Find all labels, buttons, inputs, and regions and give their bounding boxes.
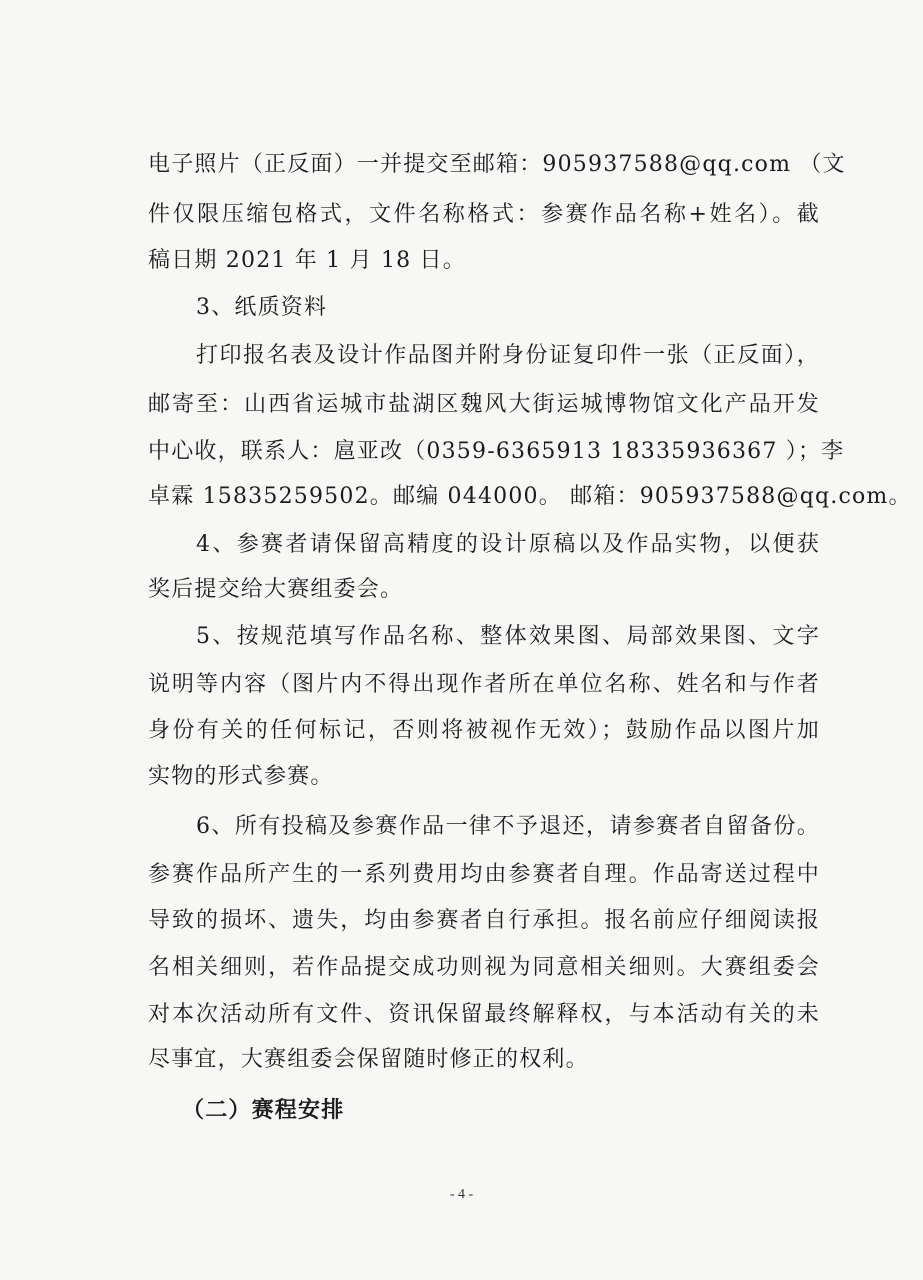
paragraph-line: 4、参赛者请保留高精度的设计原稿以及作品实物，以便获 xyxy=(196,532,820,557)
paragraph-line: 说明等内容（图片内不得出现作者所在单位名称、姓名和与作者 xyxy=(148,672,820,697)
paragraph-line: 电子照片（正反面）一并提交至邮箱：905937588@qq.com （文 xyxy=(148,152,846,177)
paragraph-line: 尽事宜，大赛组委会保留随时修正的权利。 xyxy=(148,1047,589,1072)
paragraph-line: 名相关细则，若作品提交成功则视为同意相关细则。大赛组委会 xyxy=(148,955,820,980)
paragraph-line: 件仅限压缩包格式，文件名称格式：参赛作品名称+姓名）。截 xyxy=(148,202,820,227)
paragraph-line: 卓霖 15835259502。邮编 044000。 邮箱：905937588@qq.com。 xyxy=(148,484,912,509)
paragraph-line: 参赛作品所产生的一系列费用均由参赛者自理。作品寄送过程中 xyxy=(148,862,820,887)
paragraph-line: 5、按规范填写作品名称、整体效果图、局部效果图、文字 xyxy=(196,624,820,649)
paragraph-line: 导致的损坏、遗失，均由参赛者自行承担。报名前应仔细阅读报 xyxy=(148,908,820,933)
paragraph-line: 身份有关的任何标记，否则将被视作无效）；鼓励作品以图片加 xyxy=(148,718,820,743)
paragraph-line: 实物的形式参赛。 xyxy=(148,764,334,789)
paragraph-line: 6、所有投稿及参赛作品一律不予退还，请参赛者自留备份。 xyxy=(196,814,820,839)
section-heading-paper-materials: 3、纸质资料 xyxy=(196,295,328,320)
page-number: - 4 - xyxy=(449,1187,474,1202)
section-heading-schedule: （二）赛程安排 xyxy=(182,1097,345,1123)
paragraph-line: 奖后提交给大赛组委会。 xyxy=(148,577,404,602)
paragraph-line: 中心收，联系人：扈亚改（0359-6365913 18335936367 ）；李 xyxy=(148,439,845,464)
paragraph-line: 对本次活动所有文件、资讯保留最终解释权，与本活动有关的未 xyxy=(148,1002,820,1027)
paragraph-line: 邮寄至：山西省运城市盐湖区魏风大街运城博物馆文化产品开发 xyxy=(148,392,820,417)
paragraph-line: 稿日期 2021 年 1 月 18 日。 xyxy=(148,248,466,273)
paragraph-line: 打印报名表及设计作品图并附身份证复印件一张（正反面）， xyxy=(196,343,820,368)
